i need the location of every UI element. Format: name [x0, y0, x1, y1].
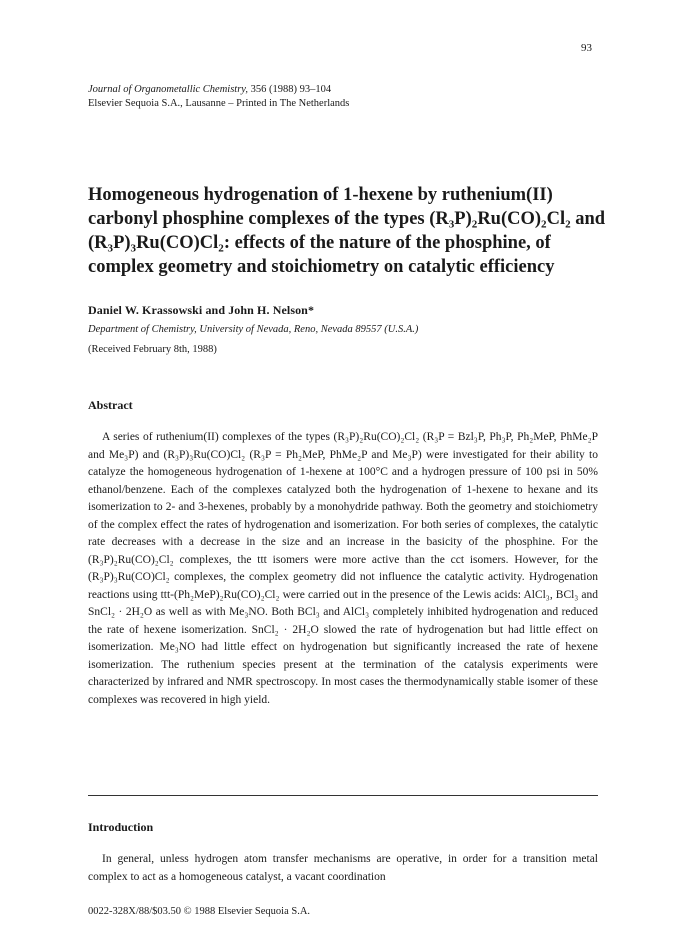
authors: Daniel W. Krassowski and John H. Nelson* [88, 303, 315, 317]
journal-citation: 356 (1988) 93–104 [248, 84, 332, 95]
abstract-heading: Abstract [88, 398, 133, 412]
section-divider [88, 795, 598, 796]
publisher-line: Elsevier Sequoia S.A., Lausanne – Printed in The Netherlands [88, 98, 350, 109]
introduction-text: In general, unless hydrogen atom transfer mechanisms are operative, in order for a transition metal complex to act as a homogeneous catalyst, a vacant coordination [88, 853, 598, 883]
footer-copyright: 0022-328X/88/$03.50 © 1988 Elsevier Sequoia S.A. [88, 906, 311, 917]
paper-title: Homogeneous hydrogenation of 1-hexene by ruthenium(II) carbonyl phosphine complexes of the types (R₃P)₂Ru(CO)₂Cl₂ and (R₃P)₃Ru(CO)Cl₂: effects of the nature of the phosphine, of complex geometry and stoichiometry on catalytic efficiency [88, 185, 606, 277]
introduction-heading: Introduction [88, 820, 154, 834]
journal-header [88, 83, 349, 111]
abstract-text: A series of ruthenium(II) complexes of the types (R₃P)₂Ru(CO)₂Cl₂ (R₃P = Bzl₃P, Ph₃P, Ph₂MeP, PhMe₂P and Me₃P) and (R₃P)₃Ru(CO)Cl₂ (R₃P = Ph₂MeP, PhMe₂P and Me₃P) were investigated for their ability to catalyze the homogeneous hydrogenation of 1-hexene at 100°C and a hydrogen pressure of 100 psi in 50% ethanol/benzene. Each of the complexes catalyzed both the hydrogenation of 1-hexene to hexane and its isomerization to 2- and 3-hexenes, probably by a monohydride pathway. Both the geometry and stoichiometry of the complex effect the rates of hydrogenation and isomerization. For both series of complexes, the catalytic rate decreases with a decrease in the size and an increase in the basicity of the phosphine. For the (R₃P)₂Ru(CO)₂Cl₂ complexes, the ttt isomers were more active than the cct isomers. However, for the (R₃P)₃Ru(CO)Cl₂ complexes, the complex geometry did not influence the catalytic activity. Hydrogenation reactions using ttt-(Ph₂MeP)₂Ru(CO)₂Cl₂ were carried out in the presence of the Lewis acids: AlCl₃, BCl₃ and SnCl₂ · 2H₂O as well as with Me₃NO. Both BCl₃ and AlCl₃ completely inhibited hydrogenation and reduced the rate of hexene isomerization. SnCl₂ · 2H₂O slowed the rate of hydrogenation but had little effect on isomerization. Me₃NO had little effect on hydrogenation but significantly increased the rate of hexene isomerization. The ruthenium species present at the termination of the catalysis experiments were characterized by infrared and NMR spectroscopy. In most cases the thermodynamically stable isomer of these complexes was recovered in high yield. [88, 431, 598, 706]
page-number: 93 [581, 42, 592, 54]
journal-citation-line [88, 83, 349, 97]
affiliation: Department of Chemistry, University of Nevada, Reno, Nevada 89557 (U.S.A.) [88, 324, 419, 335]
received-date: (Received February 8th, 1988) [88, 344, 217, 355]
journal-name: Journal of Organometallic Chemistry, [88, 84, 249, 95]
